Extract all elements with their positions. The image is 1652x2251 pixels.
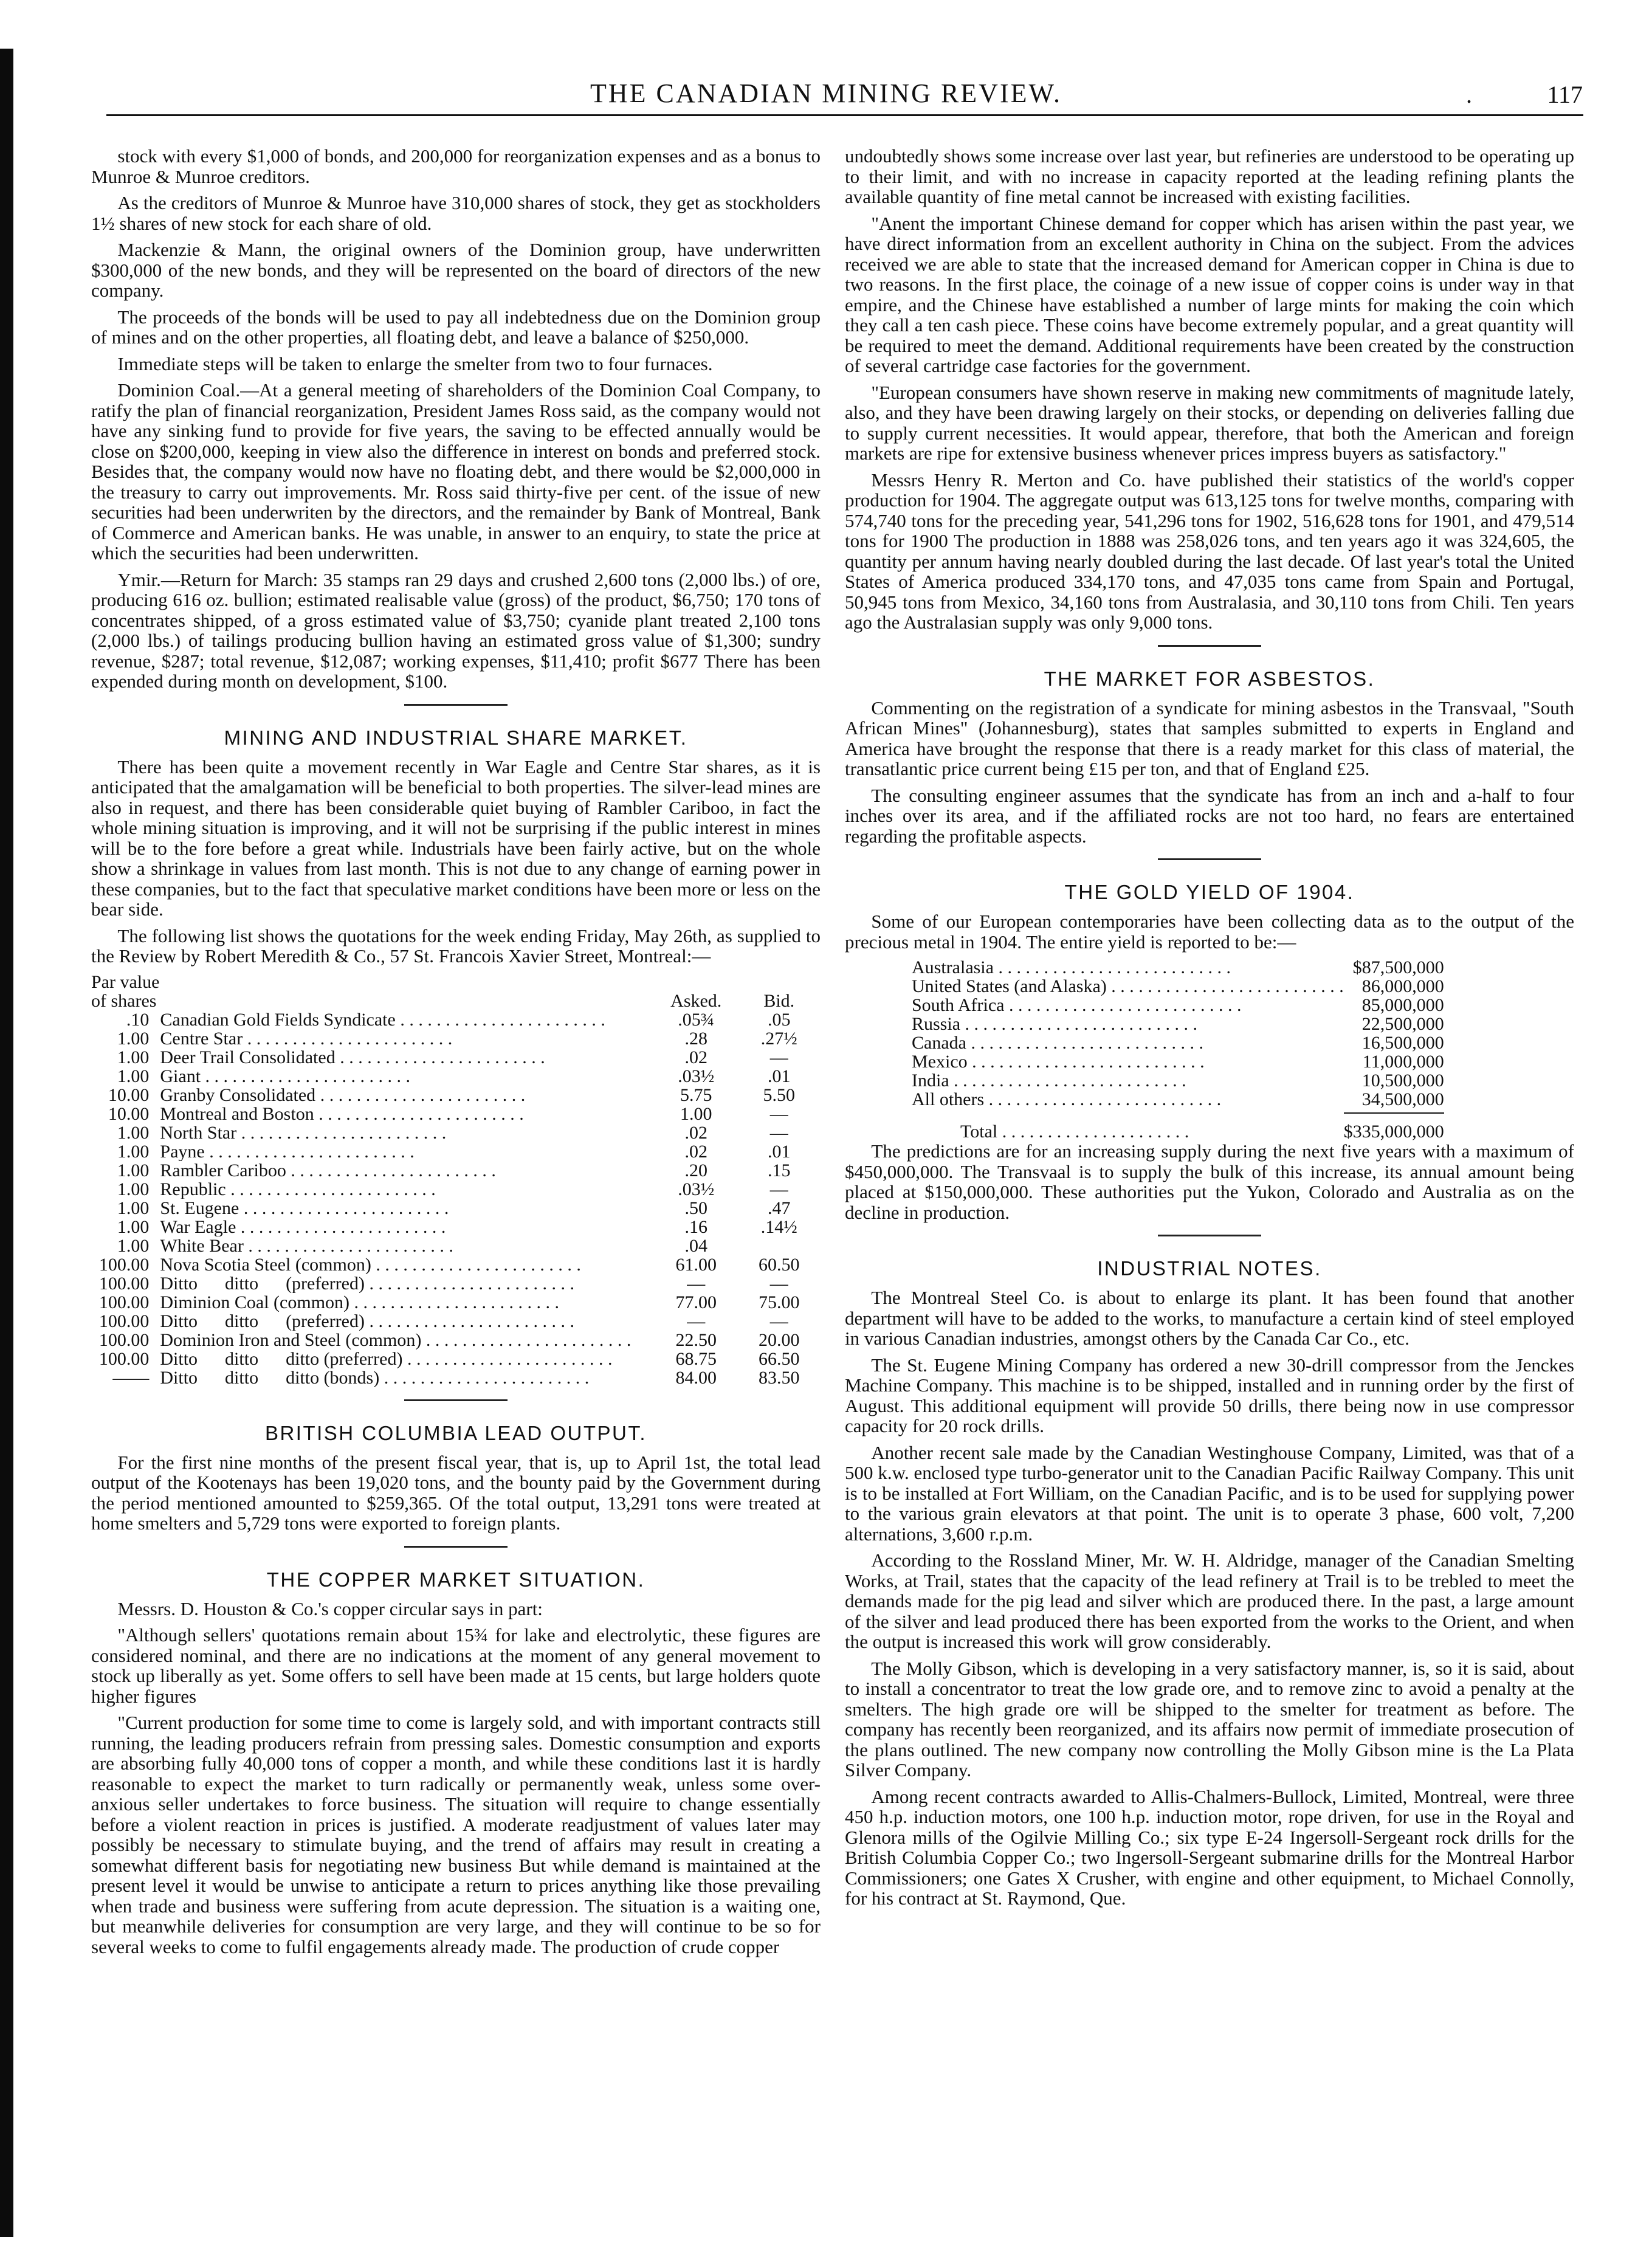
leader-dots: . . . . . . . . . . . . . . . . . . . . . . . . . . <box>1004 996 1242 1015</box>
share-market-title: MINING AND INDUSTRIAL SHARE MARKET. <box>224 726 688 749</box>
bid-cell: .05 <box>767 1009 791 1030</box>
amount-cell: 85,000,000 <box>1361 995 1444 1015</box>
leader-dots: . . . . . . . . . . . . . . . . . . . . . . . <box>364 1274 574 1293</box>
asked-cell: 5.75 <box>680 1084 712 1105</box>
bid-cell: .01 <box>767 1141 791 1162</box>
leader-dots: . . . . . . . . . . . . . . . . . . . . . . . . . . <box>1106 977 1344 996</box>
par-value-cell: 1.00 <box>117 1216 150 1237</box>
gold-yield-intro: Some of our European contemporaries have been collecting data as to the output of the precious metal in 1904. The entire yield is reported to be:— <box>845 911 1574 953</box>
asked-cell: .28 <box>684 1028 707 1049</box>
par-value-cell: 100.00 <box>98 1311 150 1331</box>
company-name: Canadian Gold Fields Syndicate <box>160 1010 396 1029</box>
paragraph: According to the Rossland Miner, Mr. W. H. Aldridge, manager of the Canadian Smelting Works, at Trail, states that the capacity of the lead refinery at Trail is to be trebled to meet the demands made for the pig lead and silver which are produced there. In the past, a large amount of the silver and lead produced there has been exported from the works to the Orient, and when the output is increased this work will grow considerably. <box>845 1550 1574 1652</box>
paragraph: The Montreal Steel Co. is about to enlarge its plant. It has been found that another department will have to be added to the works, to manufacture a certain kind of steel employed in various Canadian industries, amongst others by the Canada Car Co., etc. <box>845 1287 1574 1349</box>
table-row <box>912 996 1444 1015</box>
leader-dots: . . . . . . . . . . . . . . . . . . . . . . . <box>379 1368 590 1387</box>
country-name: Canada <box>912 1033 966 1052</box>
paragraph: Another recent sale made by the Canadian Westinghouse Company, Limited, was that of a 500 k.w. enclosed type turbo-generator unit to the Canadian Pacific Railway Company. This unit is to be installed at Fort William, on the Canadian Pacific, and is to be used for supplying power to the various grain elevators at that point. The unit is to operate 3 phase, 600 volt, 7,200 alternations, 3,600 r.p.m. <box>845 1441 1574 1545</box>
company-name-cell <box>160 1350 655 1368</box>
country-name: Russia <box>912 1015 961 1033</box>
copper-market-text <box>91 1599 821 1957</box>
country-name: Australasia <box>912 958 994 977</box>
company-name-cell <box>160 1067 655 1086</box>
amount-cell: 11,000,000 <box>1362 1052 1444 1072</box>
company-name: Diminion Coal (common) <box>160 1292 350 1312</box>
paragraph: "Although sellers' quotations remain about 15¾ for lake and electrolytic, these figures are considered nominal, and there are no indications at the moment of any general movement to stock up liberally as yet. Some offers to sell have been made at 15 cents, but large holders quote higher figures <box>91 1624 821 1707</box>
paragraph: For the first nine months of the present fiscal year, that is, up to April 1st, the total lead output of the Kootenays has been 19,020 tons, and the bounty paid by the Government during the period mentioned amounted to $259,365. Of the total output, 13,291 tons were treated at home smelters and 5,729 tons were exported to foreign plants. <box>91 1451 821 1534</box>
country-cell <box>912 1090 1344 1109</box>
leader-dots: . . . . . . . . . . . . . . . . . . . . . . . <box>286 1160 496 1180</box>
table-row <box>91 1255 821 1274</box>
table-row <box>912 1015 1444 1033</box>
paragraph: Messrs. D. Houston & Co.'s copper circular says in part: <box>117 1598 543 1619</box>
bid-cell: 66.50 <box>758 1348 800 1369</box>
leader-dots: . . . . . . . . . . . . . . . . . . . . . . . <box>236 1217 446 1236</box>
leader-dots: . . . . . . . . . . . . . . . . . . . . . . . <box>225 1179 436 1199</box>
asked-cell: .16 <box>684 1216 707 1237</box>
bid-cell: .01 <box>767 1066 791 1086</box>
table-row <box>912 958 1444 977</box>
total-label-cell <box>912 1113 1344 1141</box>
gold-yield-title: THE GOLD YIELD OF 1904. <box>1064 881 1355 903</box>
leader-dots: . . . . . . . . . . . . . . . . . . . . . . . <box>371 1255 581 1274</box>
asked-cell: .20 <box>684 1160 707 1181</box>
company-name-cell <box>160 1255 655 1274</box>
company-name-cell <box>160 1218 655 1236</box>
country-name: All others <box>912 1090 985 1109</box>
par-value-cell: 100.00 <box>98 1348 150 1369</box>
total-rule <box>1344 1109 1444 1113</box>
leader-dots: . . . . . . . . . . . . . . . . . . . . . . . . . . <box>949 1071 1186 1090</box>
table-row <box>91 1067 821 1086</box>
table-row <box>91 1293 821 1312</box>
company-name-cell <box>160 1142 655 1161</box>
section-separator <box>1158 1235 1261 1236</box>
binding-edge <box>0 49 13 2237</box>
leader-dots: . . . . . . . . . . . . . . . . . . . . . . . <box>314 1104 524 1123</box>
company-name-cell <box>160 1105 655 1123</box>
country-name: United States (and Alaska) <box>912 977 1107 996</box>
par-value-cell: 1.00 <box>117 1028 150 1049</box>
amount-cell: $87,500,000 <box>1352 957 1444 977</box>
asbestos-title: THE MARKET FOR ASBESTOS. <box>1044 667 1375 690</box>
table-row <box>91 1048 821 1067</box>
company-name: Dominion Iron and Steel (common) <box>160 1330 422 1350</box>
country-cell <box>912 996 1344 1015</box>
bid-cell: — <box>769 1179 788 1199</box>
paragraph: The St. Eugene Mining Company has ordered a new 30-drill compressor from the Jenckes Machine Company. This machine is to be shipped, installed and in running order by the first of August. This additional equipment will provide 50 drills, there being now in use compressor capacity for 20 rock drills. <box>845 1354 1574 1436</box>
asked-cell: .02 <box>684 1122 707 1143</box>
bid-cell: .47 <box>767 1198 791 1218</box>
leader-dots: . . . . . . . . . . . . . . . . . . . . . . . <box>349 1292 560 1312</box>
table-row <box>91 1029 821 1048</box>
country-name: South Africa <box>912 996 1005 1015</box>
par-value-cell: 100.00 <box>98 1329 150 1350</box>
leader-dots: . . . . . . . . . . . . . . . . . . . . . . . <box>402 1349 613 1368</box>
section-separator <box>404 1546 508 1548</box>
industrial-notes-text <box>845 1288 1574 1909</box>
bid-cell: 60.50 <box>758 1254 800 1275</box>
amount-cell: 22,500,000 <box>1361 1014 1444 1034</box>
bid-cell: — <box>769 1103 788 1124</box>
asked-cell: .05¾ <box>678 1009 715 1030</box>
bc-lead-title: BRITISH COLUMBIA LEAD OUTPUT. <box>264 1421 647 1444</box>
paragraph: Among recent contracts awarded to Allis-Chalmers-Bullock, Limited, Montreal, were three 450 h.p. induction motors, one 100 h.p. induction motor, rope driven, for use in the Royal and Glenora mills of the Ogilvie Milling Co.; six type E-24 Ingersoll-Sergeant rock drills for the British Columbia Copper Co.; two Ingersoll-Sergeant submarine drills for the Montreal Harbor Commissioners; one Gates X Crusher, with engine and other equipment, to Michael Connolly, for his contract at St. Raymond, Que. <box>845 1785 1574 1909</box>
gold-yield-after: The predictions are for an increasing supply during the next five years with a maximum of $450,000,000. The Transvaal is to supply the bulk of this increase, its annual amount being placed at $150,000,000. These authorities put the Yukon, Colorado and Australia as on the decline in production. <box>845 1140 1574 1223</box>
company-name: War Eagle <box>160 1217 236 1236</box>
company-name-cell <box>160 1161 655 1180</box>
paragraph: undoubtedly shows some increase over last year, but refineries are understood to be operating up to their limit, and with no increase in capacity reported at the leading refining plants the available quantity of fine metal cannot be increased with existing facilities. <box>845 145 1574 207</box>
company-name-cell <box>160 1048 655 1067</box>
paragraph: As the creditors of Munroe & Munroe have 310,000 shares of stock, they get as stockholders 1½ shares of new stock for each share of old. <box>91 192 821 234</box>
section-separator <box>1158 645 1261 647</box>
table-row <box>91 1312 821 1331</box>
company-name: Nova Scotia Steel (common) <box>160 1255 371 1274</box>
leader-dots: . . . . . . . . . . . . . . . . . . . . . . . <box>204 1142 415 1161</box>
country-cell <box>912 958 1344 977</box>
running-title: THE CANADIAN MINING REVIEW. <box>590 78 1062 108</box>
leader-dots: . . . . . . . . . . . . . . . . . . . . . . . . . . <box>984 1090 1222 1109</box>
table-row <box>91 1123 821 1142</box>
company-name: Giant <box>160 1066 201 1086</box>
par-value-label: Par value <box>91 971 160 992</box>
par-value-cell: 100.00 <box>98 1254 150 1275</box>
company-name: Ditto ditto (preferred) <box>160 1274 365 1293</box>
leader-dots: . . . . . . . . . . . . . . . . . . . . . . . <box>236 1123 447 1142</box>
section-separator <box>1158 858 1261 860</box>
par-value-cell: 1.00 <box>117 1160 150 1181</box>
company-name-cell <box>160 1010 655 1029</box>
par-value-cell: —— <box>112 1367 150 1388</box>
bid-cell: — <box>769 1047 788 1067</box>
paragraph: Messrs Henry R. Merton and Co. have published their statistics of the world's copper production for 1904. The aggregate output was 613,125 tons for twelve months, comparing with 574,740 tons for the preceding year, 541,296 tons for 1902, 516,628 tons for 1901, and 479,514 tons for 1900 The production in 1888 was 258,026 tons, and ten years ago it was 324,605, the quantity per annum having nearly doubled during the last decade. Of last year's total the United States of America produced 334,170 tons, and 47,035 tons came from Spain and Portugal, 50,945 tons from Mexico, 34,160 tons from Australasia, and 30,110 tons from Chili. Ten years ago the Australasian supply was only 9,000 tons. <box>845 469 1574 633</box>
company-name: Payne <box>160 1142 205 1161</box>
table-row <box>91 1331 821 1350</box>
table-row <box>91 1236 821 1255</box>
table-row <box>912 1033 1444 1052</box>
table-row <box>91 1350 821 1368</box>
asbestos-text <box>845 698 1574 847</box>
amount-cell: 34,500,000 <box>1361 1089 1444 1109</box>
par-value-cell: 10.00 <box>108 1084 150 1105</box>
paragraph: The Molly Gibson, which is developing in a very satisfactory manner, is, so it is said, about to install a concentrator to treat the low grade ore, and to remove zinc to avoid a penalty at the smelters. The high grade ore will be shipped to the smelter for treatment as before. The company has recently been reorganized, and its affairs now permit of immediate prosecution of the plans outlined. The new company now controlling the Molly Gibson mine is the La Plata Silver Company. <box>845 1657 1574 1780</box>
paragraph: Ymir.—Return for March: 35 stamps ran 29 days and crushed 2,600 tons (2,000 lbs.) of ore, producing 616 oz. bullion; estimated realisable value (gross) of the product, $6,750; 170 tons of concentrates shipped, of a gross estimated value of $3,750; cyanide plant treated 2,100 tons (2,000 lbs.) of tailings producing bullion having an estimated gross value of $1,300; sundry revenue, $287; total revenue, $12,087; working expenses, $11,410; profit $677 There has been expended during month on development, $100. <box>91 568 821 692</box>
table-row <box>912 977 1444 996</box>
asked-cell: — <box>687 1273 706 1294</box>
table-row <box>912 1071 1444 1090</box>
company-name: North Star <box>160 1123 237 1142</box>
company-name: Deer Trail Consolidated <box>160 1047 336 1067</box>
table-row <box>91 1199 821 1218</box>
paragraph: The following list shows the quotations for the week ending Friday, May 26th, as supplied to the Review by Robert Meredith & Co., 57 St. Francois Xavier Street, Montreal:— <box>91 925 821 967</box>
table-row <box>91 1105 821 1123</box>
table-row <box>91 1010 821 1029</box>
paragraph: "European consumers have shown reserve in making new commitments of magnitude lately, also, and they have been drawing largely on their stocks, or depending on deliveries falling due to supply current necessities. It would appear, therefore, that both the American and foreign markets are ripe for extensive business whenever prices impress buyers as satisfactory." <box>845 381 1574 464</box>
company-name: Republic <box>160 1179 226 1199</box>
bid-cell: 5.50 <box>763 1084 795 1105</box>
leader-dots: . . . . . . . . . . . . . . . . . . . . . . . <box>315 1085 526 1105</box>
par-value-cell: 1.00 <box>117 1198 150 1218</box>
par-value-cell: 100.00 <box>98 1292 150 1312</box>
par-value-cell: .10 <box>126 1009 150 1030</box>
table-row <box>91 1161 821 1180</box>
company-name: White Bear <box>160 1236 244 1255</box>
table-row <box>91 1180 821 1199</box>
paragraph: Immediate steps will be taken to enlarge the smelter from two to four furnaces. <box>117 353 713 374</box>
company-name-cell <box>160 1274 655 1293</box>
total-label: Total <box>960 1121 998 1141</box>
asked-cell: 68.75 <box>675 1348 717 1369</box>
table-row <box>91 1218 821 1236</box>
country-cell <box>912 1071 1344 1090</box>
company-name-cell <box>160 1293 655 1312</box>
table-row <box>91 1274 821 1293</box>
company-name-cell <box>160 1368 655 1387</box>
paragraph: stock with every $1,000 of bonds, and 200,000 for reorganization expenses and as a bonus to Munroe & Munroe creditors. <box>91 145 821 187</box>
asked-cell: .02 <box>684 1047 707 1067</box>
header-dot: . <box>1466 81 1472 108</box>
bid-cell: 20.00 <box>758 1329 800 1350</box>
section-separator <box>404 704 508 706</box>
asked-cell: — <box>687 1311 706 1331</box>
company-name: Ditto ditto ditto (bonds) <box>160 1368 380 1387</box>
page-number: 117 <box>1547 81 1583 108</box>
company-name-cell <box>160 1180 655 1199</box>
leader-dots: . . . . . . . . . . . . . . . . . . . . . . . . . . <box>967 1052 1205 1071</box>
bid-cell <box>737 1236 821 1255</box>
header-rule <box>106 114 1583 116</box>
par-value-cell: 1.00 <box>117 1141 150 1162</box>
bid-cell: — <box>769 1311 788 1331</box>
paragraph: The consulting engineer assumes that the syndicate has from an inch and a-half to four inches over its area, and if the affiliated rocks are not too hard, no fears are entertained regarding the profitable aspects. <box>845 784 1574 847</box>
paragraph: "Current production for some time to come is largely sold, and with important contracts still running, the leading producers refrain from pressing sales. Domestic consumption and exports are absorbing fully 40,000 tons of copper a month, and while these conditions last it is hardly reasonable to expect the market to turn radically or permanently weak, unless some over-anxious seller undertakes to force business. The situation will require to change essentially before a violent reaction in prices is justified. A moderate readjustment of values later may possibly be necessary to stimulate buying, and the trend of affairs may result in creating a somewhat different basis for negotiating new business But while demand is maintained at the present level it would be unwise to anticipate a return to prices anything like those prevailing when trade and business were suffering from acute depression. The situation is a waiting one, but meanwhile deliveries for consumption are very large, and they will continue to be so for several weeks to come to fulfil engagements already made. The production of crude copper <box>91 1712 821 1957</box>
bid-cell: .15 <box>767 1160 791 1181</box>
leader-dots: . . . . . . . . . . . . . . . . . . . . . . . <box>201 1066 411 1086</box>
par-value-cell: 10.00 <box>108 1103 150 1124</box>
copper-continued-text <box>845 146 1574 633</box>
leader-dots: . . . . . . . . . . . . . . . . . . . . . . . . . . <box>993 958 1231 977</box>
bid-cell: 83.50 <box>758 1367 800 1388</box>
left-intro-text <box>91 146 821 692</box>
asked-cell: 61.00 <box>675 1254 717 1275</box>
bid-header: Bid. <box>763 990 795 1011</box>
company-name: St. Eugene <box>160 1198 239 1218</box>
leader-dots: . . . . . . . . . . . . . . . . . . . . . . . <box>243 1029 453 1048</box>
paragraph: "Anent the important Chinese demand for copper which has arisen within the past year, we have direct information from an excellent authority in China on the subject. From the advices received we are able to state that the increased demand for American copper in China is due to two reasons. In the first place, the coinage of a new issue of copper coins is under way in that empire, and the Chinese have established a number of large mints for making the coin which they call a ten cash piece. These coins have become extremely popular, and a great quantity will be required to meet the demand. Additional requirements have been created by the construction of several cartridge case factories for the government. <box>845 212 1574 376</box>
leader-dots: . . . . . . . . . . . . . . . . . . . . . . . <box>364 1311 574 1331</box>
industrial-notes-title: INDUSTRIAL NOTES. <box>1097 1257 1322 1280</box>
company-name: Montreal and Boston <box>160 1104 314 1123</box>
leader-dots: . . . . . . . . . . . . . . . . . . . . . . . <box>239 1198 449 1218</box>
leader-dots: . . . . . . . . . . . . . . . . . . . . . . . <box>243 1236 453 1255</box>
leader-dots: . . . . . . . . . . . . . . . . . . . . . . . <box>395 1010 605 1029</box>
company-name-cell <box>160 1331 655 1350</box>
table-row <box>912 1090 1444 1109</box>
leader-dots: . . . . . . . . . . . . . . . . . . . . . . . <box>335 1047 545 1067</box>
bc-lead-text <box>91 1452 821 1534</box>
total-rule-row <box>912 1109 1444 1113</box>
asked-header: Asked. <box>670 990 722 1011</box>
company-name-cell <box>160 1199 655 1218</box>
table-row <box>912 1052 1444 1071</box>
company-name-cell <box>160 1029 655 1048</box>
par-value-cell: 1.00 <box>117 1179 150 1199</box>
leader-dots: . . . . . . . . . . . . . . . . . . . . . . . <box>421 1330 632 1350</box>
company-name: Centre Star <box>160 1029 243 1048</box>
bid-cell: .14½ <box>760 1216 797 1237</box>
asked-cell: 77.00 <box>675 1292 717 1312</box>
par-value-cell: 1.00 <box>117 1047 150 1067</box>
total-amount: $335,000,000 <box>1343 1122 1444 1142</box>
asked-cell: 22.50 <box>675 1329 717 1350</box>
country-name: India <box>912 1071 949 1090</box>
total-row <box>912 1113 1444 1141</box>
share-quotation-table <box>91 991 821 1387</box>
asked-cell: .50 <box>684 1198 707 1218</box>
amount-cell: 10,500,000 <box>1361 1070 1444 1091</box>
table-row <box>91 1142 821 1161</box>
right-column <box>845 146 1574 1915</box>
leader-dots: . . . . . . . . . . . . . . . . . . . . . <box>997 1121 1189 1141</box>
paragraph: The proceeds of the bonds will be used to pay all indebtedness due on the Dominion group of mines and on the other properties, all floating debt, and leave a balance of $250,000. <box>91 306 821 348</box>
asked-cell: .04 <box>684 1235 707 1256</box>
bid-cell: .27½ <box>760 1028 797 1049</box>
asked-cell: 84.00 <box>675 1367 717 1388</box>
company-name: Rambler Cariboo <box>160 1160 286 1180</box>
company-name-cell <box>160 1236 655 1255</box>
leader-dots: . . . . . . . . . . . . . . . . . . . . . . . . . . <box>960 1015 1198 1033</box>
amount-cell: 86,000,000 <box>1361 976 1444 996</box>
company-name-cell <box>160 1123 655 1142</box>
leader-dots: . . . . . . . . . . . . . . . . . . . . . . . . . . <box>966 1033 1203 1052</box>
par-value-cell: 1.00 <box>117 1122 150 1143</box>
asked-cell: .02 <box>684 1141 707 1162</box>
company-name: Ditto ditto ditto (preferred) <box>160 1349 403 1368</box>
left-column <box>91 146 821 1963</box>
bid-cell: 75.00 <box>758 1292 800 1312</box>
country-name: Mexico <box>912 1052 968 1071</box>
bid-cell: — <box>769 1273 788 1294</box>
paragraph: Mackenzie & Mann, the original owners of the Dominion group, have underwritten $300,000 of the new bonds, and they will be represented on the board of directors of the new company. <box>91 239 821 301</box>
country-cell <box>912 1033 1344 1052</box>
paragraph: There has been quite a movement recently in War Eagle and Centre Star shares, as it is anticipated that the amalgamation will be beneficial to both properties. The silver-lead mines are also in request, and there has been considerable quiet buying of Rambler Cariboo, in fact the whole mining situation is improving, and it will not be surprising if the public interest in mines will be to the fore before a great while. Industrials have been fairly active, but on the whole show a shrinkage in values from last month. This is not due to any change of earning power in these companies, but to the fact that speculative market conditions have been more or less on the bear side. <box>91 756 821 920</box>
company-name-cell <box>160 1086 655 1105</box>
section-separator <box>404 1399 508 1401</box>
country-cell <box>912 1052 1344 1071</box>
asked-cell: .03½ <box>678 1066 715 1086</box>
share-market-text <box>91 757 821 967</box>
table-row <box>91 1368 821 1387</box>
gold-yield-table <box>912 958 1444 1141</box>
bid-cell: — <box>769 1122 788 1143</box>
copper-market-title: THE COPPER MARKET SITUATION. <box>266 1568 645 1591</box>
par-value-cell: 1.00 <box>117 1235 150 1256</box>
company-name: Ditto ditto (preferred) <box>160 1311 365 1331</box>
table-row <box>91 1086 821 1105</box>
asked-cell: .03½ <box>678 1179 715 1199</box>
par-value-cell: 100.00 <box>98 1273 150 1294</box>
amount-cell: 16,500,000 <box>1361 1033 1444 1053</box>
company-name: Granby Consolidated <box>160 1085 316 1105</box>
of-shares-label: of shares <box>91 990 157 1011</box>
par-value-cell: 1.00 <box>117 1066 150 1086</box>
paragraph: Commenting on the registration of a syndicate for mining asbestos in the Transvaal, "South African Mines" (Johannesburg), states that samples submitted to experts in England and America have brought the response that there is a ready market for this class of material, the transatlantic price current being £15 per ton, and that of England £25. <box>845 697 1574 779</box>
company-name-cell <box>160 1312 655 1331</box>
asked-cell: 1.00 <box>680 1103 712 1124</box>
table-header-row <box>91 991 821 1010</box>
country-cell <box>912 1015 1344 1033</box>
paragraph: Dominion Coal.—At a general meeting of shareholders of the Dominion Coal Company, to ratify the plan of financial reorganization, President James Ross said, as the company would not have any sinking fund to provide for five years, the saving to be effected annually would be close on $200,000, keeping in view also the difference in interest on bonds and preferred stock. Besides that, the company would now have no floating debt, and there would be $2,000,000 in the treasury to carry out improvements. Mr. Ross said thirty-five per cent. of the issue of new securities had been underwriten by the directors, and the remainder by Bank of Montreal, Bank of Commerce and American banks. He was unable, in answer to an enquiry, to state the price at which the securities had been underwritten. <box>91 379 821 564</box>
country-cell <box>912 977 1344 996</box>
